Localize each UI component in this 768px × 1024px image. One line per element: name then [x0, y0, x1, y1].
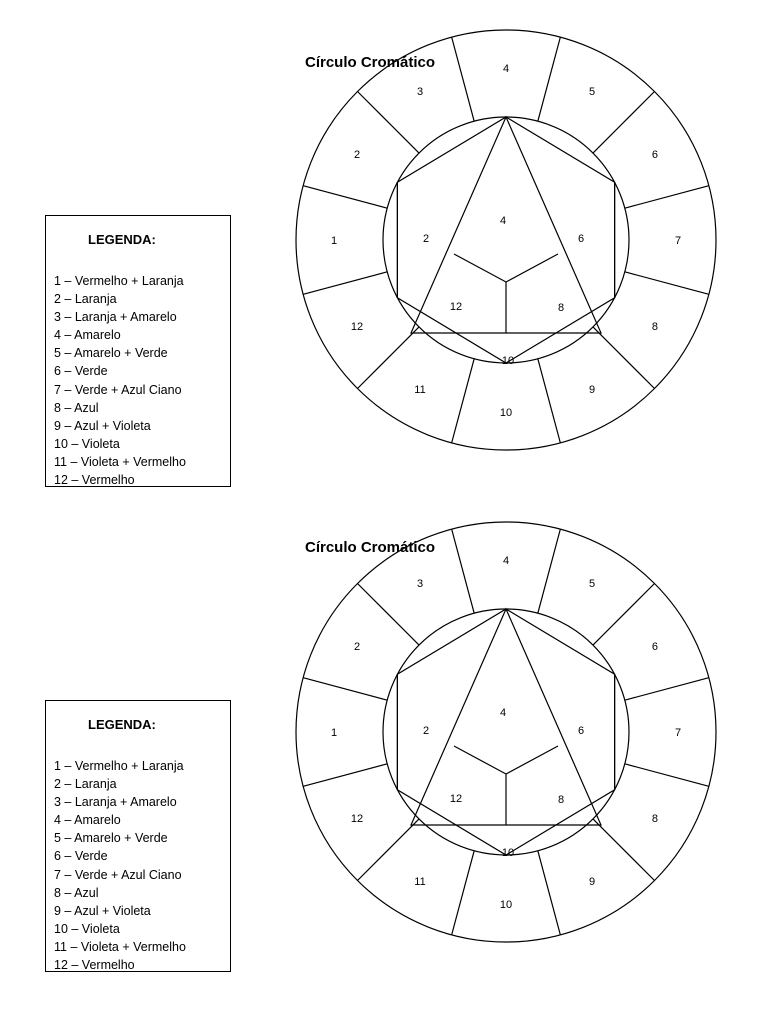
sector-divider: [625, 678, 709, 701]
sector-divider: [538, 851, 561, 935]
sector-label: 8: [651, 321, 659, 333]
sector-label: 9: [588, 875, 596, 888]
sector-label: 5: [588, 86, 596, 99]
sector-divider: [303, 272, 387, 295]
sector-divider: [452, 529, 475, 613]
sector-divider: [593, 819, 655, 881]
legend-item: 4 – Amarelo: [54, 328, 121, 343]
legend-item: 3 – Laranja + Amarelo: [54, 310, 177, 325]
legend-item: 1 – Vermelho + Laranja: [54, 274, 184, 288]
color-wheel: [0, 40, 768, 530]
legend-item: 11 – Violeta + Vermelho: [54, 939, 186, 954]
legend-item: 11 – Violeta + Vermelho: [54, 454, 186, 469]
sector-divider: [303, 678, 387, 701]
sector-label: 4: [502, 555, 510, 567]
legend-item: 5 – Amarelo + Verde: [54, 831, 168, 846]
legend-item: 1 – Vermelho + Laranja: [54, 759, 184, 773]
inner-label: 4: [499, 215, 507, 227]
sector-label: 5: [588, 578, 596, 591]
inner-y-line: [454, 254, 558, 282]
legend-item: 10 – Violeta: [54, 436, 120, 451]
inner-label: 2: [422, 725, 430, 737]
sector-label: 10: [499, 407, 513, 419]
legend-item: 8 – Azul: [54, 400, 99, 415]
legend-item: 2 – Laranja: [54, 292, 117, 307]
sector-divider: [452, 37, 475, 121]
legend-item: 9 – Azul + Violeta: [54, 418, 151, 433]
sector-label: 1: [330, 235, 338, 247]
sector-divider: [538, 529, 561, 613]
legend-title: LEGENDA:: [88, 232, 156, 247]
color-wheel: [0, 525, 768, 1015]
inner-label: 6: [577, 233, 585, 245]
sector-divider: [358, 584, 420, 646]
sector-label: 3: [416, 578, 424, 591]
legend-item: 12 – Vermelho: [54, 958, 135, 973]
sector-divider: [538, 359, 561, 443]
color-wheel-panel-2: [0, 525, 768, 1015]
sector-divider: [625, 186, 709, 209]
inner-y-line: [454, 746, 558, 774]
sector-divider: [303, 764, 387, 787]
sector-label: 10: [499, 899, 513, 911]
legend-item: 8 – Azul: [54, 885, 99, 900]
sector-divider: [538, 37, 561, 121]
sector-divider: [358, 92, 420, 154]
sector-label: 4: [502, 63, 510, 75]
diagram-title: Círculo Cromático: [305, 54, 436, 71]
legend-title: LEGENDA:: [88, 717, 156, 732]
legend-item: 10 – Violeta: [54, 921, 120, 936]
sector-label: 11: [414, 875, 426, 888]
sector-divider: [452, 359, 475, 443]
sector-label: 6: [651, 641, 659, 653]
sector-label: 7: [674, 235, 682, 247]
inner-label: 10: [501, 847, 515, 859]
legend-item: 7 – Verde + Azul Ciano: [54, 867, 182, 882]
sector-label: 1: [330, 727, 338, 739]
diagram-title: Círculo Cromático: [305, 539, 436, 556]
sector-label: 12: [350, 813, 364, 825]
sector-divider: [625, 764, 709, 787]
sector-divider: [593, 92, 655, 154]
legend-item: 4 – Amarelo: [54, 813, 121, 828]
legend-item: 2 – Laranja: [54, 777, 117, 792]
sector-label: 2: [353, 149, 361, 161]
color-wheel-panel-1: [0, 40, 768, 530]
sector-label: 8: [651, 813, 659, 825]
sector-divider: [452, 851, 475, 935]
inner-label: 2: [422, 233, 430, 245]
inner-label: 10: [501, 355, 515, 367]
legend-item: 7 – Verde + Azul Ciano: [54, 382, 182, 397]
legend-item: 5 – Amarelo + Verde: [54, 346, 168, 361]
sector-label: 9: [588, 383, 596, 396]
legend-item: 6 – Verde: [54, 849, 108, 864]
inner-label: 8: [557, 794, 565, 806]
sector-divider: [358, 819, 420, 881]
inner-label: 4: [499, 707, 507, 719]
inner-label: 6: [577, 725, 585, 737]
sector-label: 11: [414, 383, 426, 396]
legend-item: 3 – Laranja + Amarelo: [54, 795, 177, 810]
sector-divider: [358, 327, 420, 389]
sector-label: 3: [416, 86, 424, 99]
legend-item: 9 – Azul + Violeta: [54, 903, 151, 918]
sector-divider: [625, 272, 709, 295]
sector-label: 12: [350, 321, 364, 333]
legend-item: 12 – Vermelho: [54, 473, 135, 488]
sector-label: 2: [353, 641, 361, 653]
inner-label: 12: [449, 301, 463, 313]
legend-item: 6 – Verde: [54, 364, 108, 379]
sector-label: 6: [651, 149, 659, 161]
sector-divider: [593, 584, 655, 646]
inner-label: 12: [449, 793, 463, 805]
sector-divider: [593, 327, 655, 389]
inner-label: 8: [557, 302, 565, 314]
sector-divider: [303, 186, 387, 209]
sector-label: 7: [674, 727, 682, 739]
